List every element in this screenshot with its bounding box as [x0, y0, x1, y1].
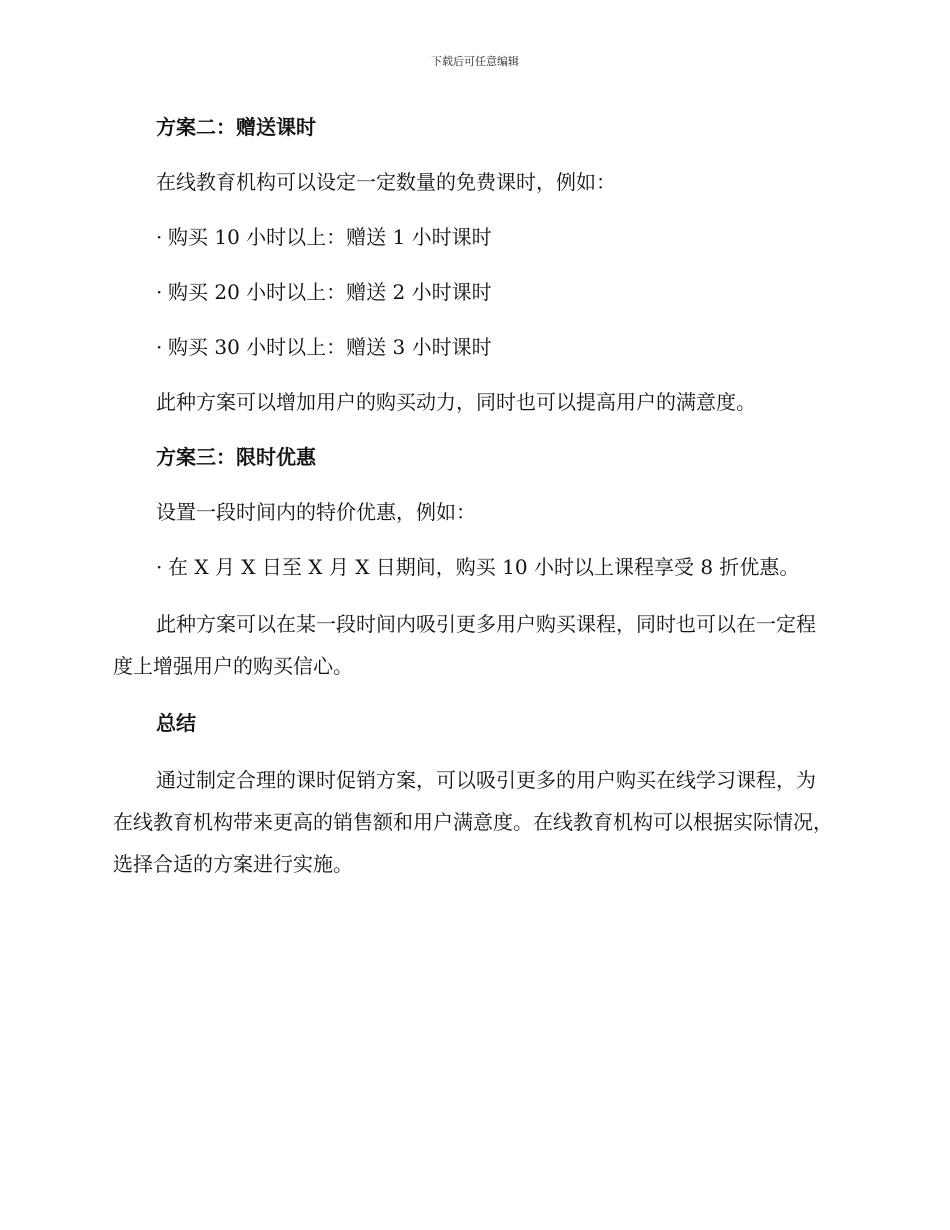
bullet-dot: ·	[156, 225, 163, 249]
bullet-text: 购买 10 小时以上：赠送 1 小时课时	[168, 225, 492, 249]
section-2-conclusion: 此种方案可以增加用户的购买动力，同时也可以提高用户的满意度。	[156, 390, 756, 414]
bullet-text: 购买 30 小时以上：赠送 3 小时课时	[168, 335, 492, 359]
bullet-dot: ·	[156, 280, 163, 304]
bullet-item	[113, 273, 833, 311]
bullet-dot: ·	[156, 555, 163, 579]
page-header: 下载后可任意编辑	[431, 55, 519, 68]
section-3-conclusion: 此种方案可以在某一段时间内吸引更多用户购买课程，同时也可以在一定程度上增强用户的购买信心。	[113, 612, 816, 678]
summary-title: 总结	[156, 711, 196, 735]
bullet-text: 在 X 月 X 日至 X 月 X 日期间，购买 10 小时以上课程享受 8 折优惠。	[168, 555, 800, 579]
bullet-item	[113, 218, 833, 256]
summary-body: 通过制定合理的课时促销方案，可以吸引更多的用户购买在线学习课程，为在线教育机构带来更高的销售额和用户满意度。在线教育机构可以根据实际情况，选择合适的方案进行实施。	[113, 768, 833, 876]
bullet-dot: ·	[156, 335, 163, 359]
document-body	[113, 108, 833, 902]
section-2-intro: 在线教育机构可以设定一定数量的免费课时，例如：	[156, 170, 616, 194]
bullet-item	[113, 548, 833, 586]
bullet-item	[113, 328, 833, 366]
section-3-intro: 设置一段时间内的特价优惠，例如：	[156, 500, 476, 524]
bullet-text: 购买 20 小时以上：赠送 2 小时课时	[168, 280, 492, 304]
section-2-title: 方案二：赠送课时	[156, 115, 316, 139]
section-3-title: 方案三：限时优惠	[156, 445, 316, 469]
